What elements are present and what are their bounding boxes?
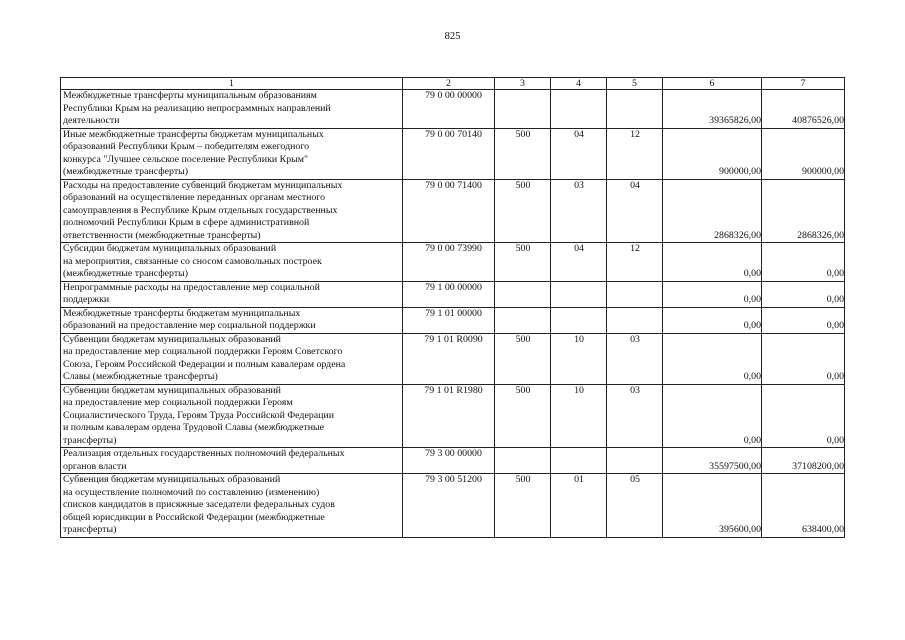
amount-year2-cell: 37108200,00: [762, 448, 845, 474]
row-name-cell: Субвенция бюджетам муниципальных образований на осуществление полномочий по составлению (изменению) списков кандидатов в присяжные заседатели федеральных судов общей юрисдикции в Российской Федерации (межбюджетные трансферты): [61, 474, 403, 538]
section-cell: 04: [551, 128, 607, 179]
expense-type-cell: [495, 281, 551, 307]
amount-year1-cell: 0,00: [663, 307, 762, 333]
row-name-cell: Субвенции бюджетам муниципальных образований на предоставление мер социальной поддержки Героям Социалистического Труда, Героям Труда Российской Федерации и полным кавалерам ордена Трудовой Славы (межбюджетные трансферты): [61, 384, 403, 448]
target-article-cell: 79 0 00 70140: [403, 128, 495, 179]
table-row: [61, 281, 845, 307]
target-article-cell: 79 0 00 73990: [403, 243, 495, 282]
row-name-cell: Межбюджетные трансферты бюджетам муниципальных образований на предоставление мер социальной поддержки: [61, 307, 403, 333]
budget-table: [60, 77, 845, 538]
expense-type-cell: 500: [495, 179, 551, 243]
row-name-cell: Расходы на предоставление субвенций бюджетам муниципальных образований на осуществление переданных органам местного самоуправления в Республике Крым отдельных государственных полномочий Республики Крым в сфере административной ответственности (межбюджетные трансферты): [61, 179, 403, 243]
header-cell: 4: [551, 78, 607, 90]
row-name-cell: Субсидии бюджетам муниципальных образований на мероприятия, связанные со сносом самовольных построек (межбюджетные трансферты): [61, 243, 403, 282]
amount-year2-cell: 0,00: [762, 307, 845, 333]
amount-year2-cell: 40876526,00: [762, 90, 845, 129]
expense-type-cell: [495, 448, 551, 474]
section-cell: [551, 281, 607, 307]
subsection-cell: [607, 448, 663, 474]
page-number: 825: [444, 31, 461, 42]
amount-year1-cell: 39365826,00: [663, 90, 762, 129]
target-article-cell: 79 1 01 R1980: [403, 384, 495, 448]
section-cell: [551, 90, 607, 129]
amount-year1-cell: 900000,00: [663, 128, 762, 179]
target-article-cell: 79 3 00 51200: [403, 474, 495, 538]
table-row: [61, 90, 845, 129]
section-cell: [551, 307, 607, 333]
amount-year2-cell: 0,00: [762, 333, 845, 384]
table-row: [61, 179, 845, 243]
amount-year1-cell: 395600,00: [663, 474, 762, 538]
subsection-cell: [607, 281, 663, 307]
amount-year2-cell: 900000,00: [762, 128, 845, 179]
target-article-cell: 79 1 01 00000: [403, 307, 495, 333]
row-name-cell: Иные межбюджетные трансферты бюджетам муниципальных образований Республики Крым – победителям ежегодного конкурса "Лучшее сельское поселение Республики Крым" (межбюджетные трансферты): [61, 128, 403, 179]
expense-type-cell: [495, 90, 551, 129]
table-row: [61, 307, 845, 333]
amount-year2-cell: 638400,00: [762, 474, 845, 538]
subsection-cell: 03: [607, 333, 663, 384]
header-cell: 1: [61, 78, 403, 90]
amount-year2-cell: 0,00: [762, 281, 845, 307]
header-row: [61, 78, 845, 90]
expense-type-cell: 500: [495, 384, 551, 448]
header-cell: 3: [495, 78, 551, 90]
row-name-cell: Субвенции бюджетам муниципальных образований на предоставление мер социальной поддержки Героям Советского Союза, Героям Российской Федерации и полным кавалерам ордена Славы (межбюджетные трансферты): [61, 333, 403, 384]
subsection-cell: 12: [607, 243, 663, 282]
table-row: [61, 243, 845, 282]
section-cell: 10: [551, 384, 607, 448]
subsection-cell: 12: [607, 128, 663, 179]
row-name-cell: Реализация отдельных государственных полномочий федеральных органов власти: [61, 448, 403, 474]
section-cell: 10: [551, 333, 607, 384]
header-cell: 6: [663, 78, 762, 90]
table-row: [61, 128, 845, 179]
amount-year1-cell: 0,00: [663, 281, 762, 307]
target-article-cell: 79 0 00 00000: [403, 90, 495, 129]
section-cell: 03: [551, 179, 607, 243]
subsection-cell: 03: [607, 384, 663, 448]
subsection-cell: 05: [607, 474, 663, 538]
target-article-cell: 79 1 01 R0090: [403, 333, 495, 384]
section-cell: 01: [551, 474, 607, 538]
expense-type-cell: 500: [495, 474, 551, 538]
amount-year1-cell: 35597500,00: [663, 448, 762, 474]
expense-type-cell: 500: [495, 128, 551, 179]
header-cell: 5: [607, 78, 663, 90]
amount-year1-cell: 0,00: [663, 333, 762, 384]
header-cell: 2: [403, 78, 495, 90]
amount-year2-cell: 2868326,00: [762, 179, 845, 243]
row-name-cell: Межбюджетные трансферты муниципальным образованиям Республики Крым на реализацию непрограммных направлений деятельности: [61, 90, 403, 129]
amount-year1-cell: 0,00: [663, 384, 762, 448]
subsection-cell: [607, 307, 663, 333]
table-row: [61, 448, 845, 474]
table-row: [61, 333, 845, 384]
subsection-cell: [607, 90, 663, 129]
expense-type-cell: [495, 307, 551, 333]
amount-year1-cell: 0,00: [663, 243, 762, 282]
subsection-cell: 04: [607, 179, 663, 243]
expense-type-cell: 500: [495, 333, 551, 384]
table-row: [61, 474, 845, 538]
target-article-cell: 79 0 00 71400: [403, 179, 495, 243]
header-cell: 7: [762, 78, 845, 90]
amount-year2-cell: 0,00: [762, 243, 845, 282]
section-cell: 04: [551, 243, 607, 282]
table-row: [61, 384, 845, 448]
target-article-cell: 79 1 00 00000: [403, 281, 495, 307]
amount-year1-cell: 2868326,00: [663, 179, 762, 243]
amount-year2-cell: 0,00: [762, 384, 845, 448]
target-article-cell: 79 3 00 00000: [403, 448, 495, 474]
row-name-cell: Непрограммные расходы на предоставление мер социальной поддержки: [61, 281, 403, 307]
expense-type-cell: 500: [495, 243, 551, 282]
section-cell: [551, 448, 607, 474]
